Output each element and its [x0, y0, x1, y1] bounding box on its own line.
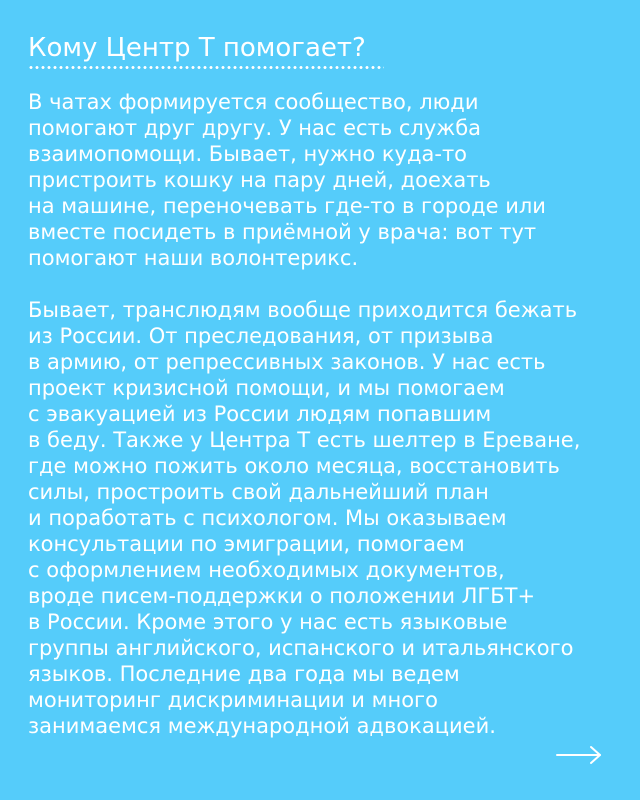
slide-title: Кому Центр Т помогает?: [28, 33, 366, 63]
text-line: мониторинг дискриминации и много: [28, 688, 438, 712]
text-line: с оформлением необходимых документов,: [28, 558, 505, 582]
text-line: вместе посидеть в приёмной у врача: вот тут: [28, 220, 537, 244]
text-line: в беду. Также у Центра Т есть шелтер в Ереване,: [28, 428, 581, 452]
dotted-underline: [28, 66, 384, 69]
text-line: из России. От преследования, от призыва: [28, 324, 494, 348]
paragraph-gap: [28, 271, 628, 297]
body-text: [28, 89, 628, 739]
text-line: помогают наши волонтерикс.: [28, 246, 359, 270]
text-line: вроде писем-поддержки о положении ЛГБТ+: [28, 584, 536, 608]
text-line: в армию, от репрессивных законов. У нас есть: [28, 350, 546, 374]
text-line: и поработать с психологом. Мы оказываем: [28, 506, 507, 530]
text-line: где можно пожить около месяца, восстановить: [28, 454, 560, 478]
text-line: на машине, переночевать где-то в городе или: [28, 194, 546, 218]
arrow-right-icon[interactable]: [556, 744, 602, 766]
text-line: занимаемся международной адвокацией.: [28, 714, 496, 738]
text-line: с эвакуацией из России людям попавшим: [28, 402, 492, 426]
text-line: силы, простроить свой дальнейший план: [28, 480, 489, 504]
text-line: В чатах формируется сообщество, люди: [28, 90, 479, 114]
text-line: взаимопомощи. Бывает, нужно куда-то: [28, 142, 468, 166]
text-line: помогают друг другу. У нас есть служба: [28, 116, 482, 140]
text-line: пристроить кошку на пару дней, доехать: [28, 168, 491, 192]
text-line: языков. Последние два года мы ведем: [28, 662, 460, 686]
text-line: Бывает, транслюдям вообще приходится бежать: [28, 298, 578, 322]
text-line: консультации по эмиграции, помогаем: [28, 532, 465, 556]
text-line: в России. Кроме этого у нас есть языковые: [28, 610, 508, 634]
text-line: группы английского, испанского и итальянского: [28, 636, 574, 660]
text-line: проект кризисной помощи, и мы помогаем: [28, 376, 505, 400]
